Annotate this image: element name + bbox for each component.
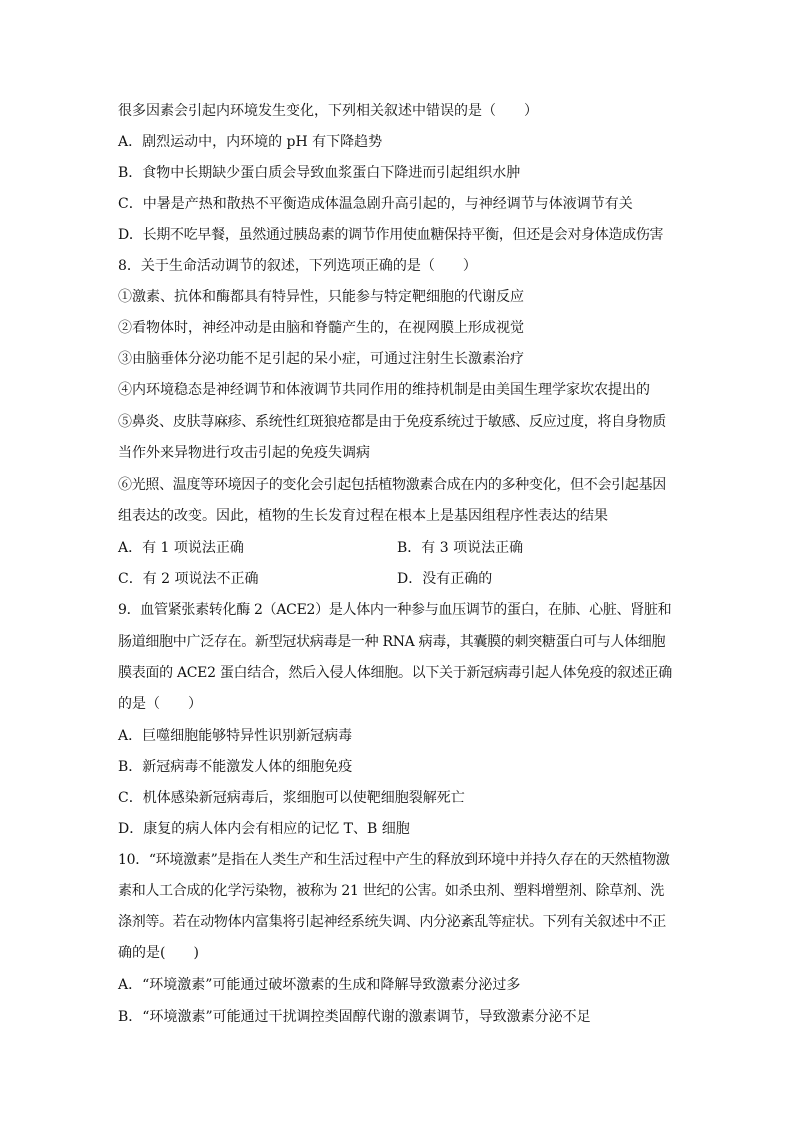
q8-option-b: B．有 3 项说法正确 [397, 540, 524, 556]
q7-option-b: B．食物中长期缺少蛋白质会导致血浆蛋白下降进而引起组织水肿 [118, 165, 521, 181]
q10-stem-line3: 涤剂等。若在动物体内富集将引起神经系统失调、内分泌紊乱等症状。下列有关叙述中不正 [118, 914, 666, 930]
q8-statement-6-line2: 组表达的改变。因此，植物的生长发育过程在根本上是基因组程序性表达的结果 [118, 508, 608, 524]
q9-option-d: D．康复的病人体内会有相应的记忆 T、B 细胞 [118, 821, 410, 837]
q10-stem-line2: 素和人工合成的化学污染物，被称为 21 世纪的公害。如杀虫剂、塑料增塑剂、除草剂、洗 [118, 883, 665, 899]
q9-stem-line3: 膜表面的 ACE2 蛋白结合，然后入侵人体细胞。以下关于新冠病毒引起人体免疫的叙述正确 [118, 665, 672, 681]
q8-statement-1: ①激素、抗体和酶都具有特异性，只能参与特定靶细胞的代谢反应 [118, 289, 524, 305]
q7-option-a: A．剧烈运动中，内环境的 pH 有下降趋势 [118, 134, 383, 150]
q10-stem-line1: 10．“环境激素”是指在人类生产和生活过程中产生的释放到环境中并持久存在的天然植物激 [118, 852, 670, 868]
q8-statement-3: ③由脑垂体分泌功能不足引起的呆小症，可通过注射生长激素治疗 [118, 351, 524, 367]
q10-option-a: A．“环境激素”可能通过破坏激素的生成和降解导致激素分泌过多 [118, 977, 521, 993]
q8-option-c: C．有 2 项说法不正确 [118, 571, 259, 587]
q7-option-c: C．中暑是产热和散热不平衡造成体温急剧升高引起的，与神经调节与体液调节有关 [118, 196, 633, 212]
q10-option-b: B．“环境激素”可能通过干扰调控类固醇代谢的激素调节，导致激素分泌不足 [118, 1009, 591, 1025]
q9-stem-line2: 肠道细胞中广泛存在。新型冠状病毒是一种 RNA 病毒，其囊膜的刺突糖蛋白可与人体细胞 [118, 634, 666, 650]
q10-stem-line4: 确的是( ) [118, 945, 199, 961]
q8-statement-5-line2: 当作外来异物进行攻击引起的免疫失调病 [118, 445, 370, 461]
q7-option-d: D．长期不吃早餐，虽然通过胰岛素的调节作用使血糖保持平衡，但还是会对身体造成伤害 [118, 227, 664, 243]
q8-statement-4: ④内环境稳态是神经调节和体液调节共同作用的维持机制是由美国生理学家坎农提出的 [118, 382, 650, 398]
q9-stem-line4: 的是（ ） [118, 696, 202, 712]
q9-stem-line1: 9．血管紧张素转化酶 2（ACE2）是人体内一种参与血压调节的蛋白，在肺、心脏、肾脏和 [118, 602, 672, 618]
q9-option-a: A．巨噬细胞能够特异性识别新冠病毒 [118, 728, 353, 744]
q7-stem: 很多因素会引起内环境发生变化，下列相关叙述中错误的是（ ） [118, 103, 538, 119]
q8-stem: 8．关于生命活动调节的叙述，下列选项正确的是（ ） [118, 258, 477, 274]
q8-statement-6-line1: ⑥光照、温度等环境因子的变化会引起包括植物激素合成在内的多种变化，但不会引起基因 [118, 477, 666, 493]
q9-option-c: C．机体感染新冠病毒后，浆细胞可以使靶细胞裂解死亡 [118, 790, 465, 806]
q8-option-a: A．有 1 项说法正确 [118, 540, 244, 556]
q8-statement-2: ②看物体时，神经冲动是由脑和脊髓产生的，在视网膜上形成视觉 [118, 320, 524, 336]
q8-statement-5-line1: ⑤鼻炎、皮肤荨麻疹、系统性红斑狼疮都是由于免疫系统过于敏感、反应过度，将自身物质 [118, 414, 666, 430]
q9-option-b: B．新冠病毒不能激发人体的细胞免疫 [118, 759, 353, 775]
q8-option-d: D．没有正确的 [397, 571, 493, 587]
